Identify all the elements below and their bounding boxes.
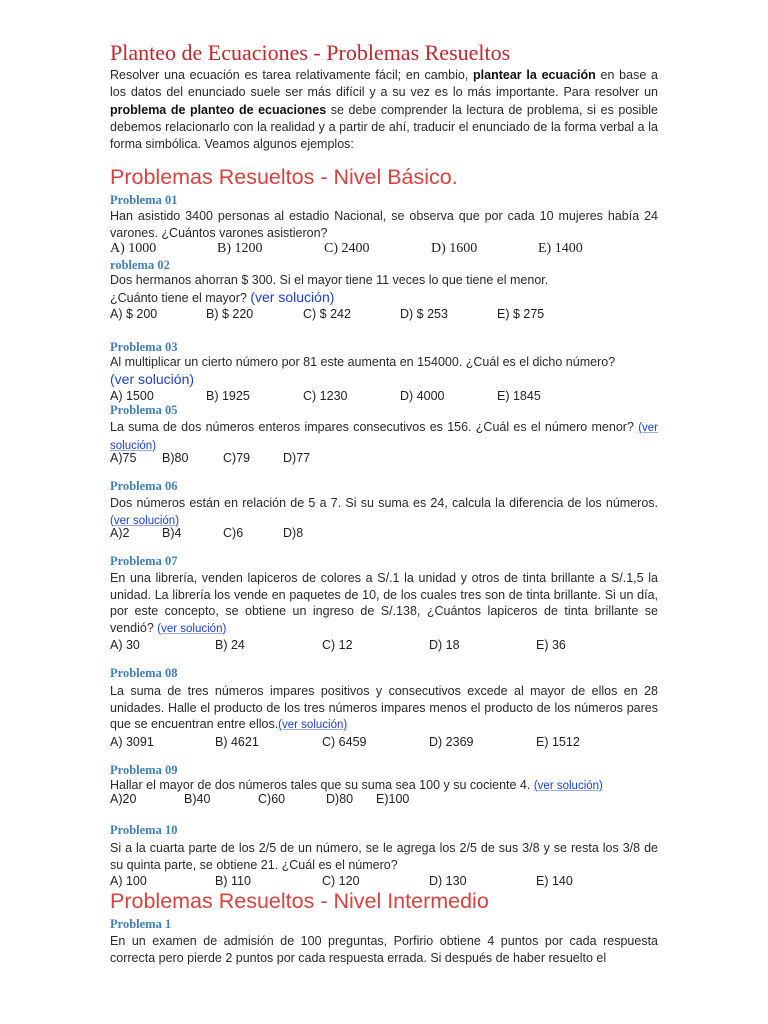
answer-option: D)80 <box>326 792 354 806</box>
problem-text <box>110 683 658 734</box>
answer-options <box>110 638 658 656</box>
problem-text <box>110 495 658 529</box>
problem-text-line: Dos hermanos ahorran $ 300. Si el mayor tiene 11 veces lo que tiene el menor. <box>110 273 549 287</box>
answer-option: C) 6459 <box>322 735 367 749</box>
ver-solucion-link[interactable]: (ver solución) <box>250 288 335 305</box>
answer-option: D) 2369 <box>429 735 474 749</box>
problem-label: Problema 03 <box>110 340 178 354</box>
ver-solucion-link[interactable]: (ver solución) <box>278 719 348 731</box>
answer-options <box>110 526 658 544</box>
answer-option: C)6 <box>223 526 244 540</box>
answer-option: C) $ 242 <box>303 307 351 321</box>
answer-option: B)80 <box>162 451 189 465</box>
answer-option: E) 140 <box>536 874 573 888</box>
problem-label: Problema 05 <box>110 403 178 417</box>
answer-option: C)60 <box>258 792 286 806</box>
problem-text: Si a la cuarta parte de los 2/5 de un número, se le agrega los 2/5 de sus 3/8 y se resta los 3/8 de su quinta parte, se obtiene 21. ¿Cuál es el número? <box>110 841 658 872</box>
answer-option: A) 30 <box>110 638 140 652</box>
problem-label: Problema 07 <box>110 554 178 568</box>
intro-text-1: Resolver una ecuación es tarea relativamente fácil; en cambio, <box>110 68 474 82</box>
intro-text-3: se debe comprender la lectura de problema, si es posible debemos relacionarlo con la realidad y a partir de ahí, traducir el enunciado de la forma verbal a la forma simbólica. Veamos algunos ejemplos: <box>110 102 658 152</box>
answer-options <box>110 451 658 469</box>
problem-label: Problema 08 <box>110 666 178 680</box>
answer-option: C) 120 <box>322 874 360 888</box>
answer-option: D)77 <box>283 451 311 465</box>
answer-options <box>110 307 658 325</box>
answer-option: B) 110 <box>215 874 251 888</box>
answer-option: B) 24 <box>215 638 245 652</box>
answer-option: B) 1925 <box>206 389 250 403</box>
problem-label: Problema 01 <box>110 193 178 207</box>
problem-text <box>110 272 658 306</box>
problem-text-line: ¿Cuánto tiene el mayor? <box>110 290 251 305</box>
answer-option: D) 18 <box>429 638 460 652</box>
answer-option: B)40 <box>184 792 211 806</box>
problem-label: roblema 02 <box>110 258 170 272</box>
problem-text-line: Al multiplicar un cierto número por 81 este aumenta en 154000. ¿Cuál es el dicho número? <box>110 355 616 369</box>
answer-options <box>110 735 658 753</box>
answer-option: B) $ 220 <box>206 307 254 321</box>
answer-option: D) 4000 <box>400 389 445 403</box>
problem-text-line: Dos números están en relación de 5 a 7. Si su suma es 24, calcula la diferencia de los números. <box>110 496 658 510</box>
answer-option: B) 4621 <box>215 735 259 749</box>
page-title: Planteo de Ecuaciones - Problemas Resueltos <box>110 40 511 65</box>
answer-option: A) 1500 <box>110 389 154 403</box>
intro-bold-2: problema de planteo de ecuaciones <box>110 102 327 117</box>
problem-text: En un examen de admisión de 100 preguntas, Porfirio obtiene 4 puntos por cada respuesta correcta pero pierde 2 puntos por cada respuesta errada. Si después de haber resuelto el <box>110 934 658 965</box>
answer-option: D) $ 253 <box>400 307 448 321</box>
section-heading-intermediate: Problemas Resueltos - Nivel Intermedio <box>110 889 489 913</box>
answer-option: C) 1230 <box>303 389 348 403</box>
problem-label: Problema 10 <box>110 823 178 837</box>
answer-option: E) 1400 <box>538 241 583 256</box>
problem-text-line: La suma de tres números impares positivos y consecutivos excede al mayor de ellos en 28 unidades. Halle el producto de los tres números impares menos el producto de los números pares que se encuentran entre ellos. <box>110 684 658 731</box>
answer-option: E) 1512 <box>536 735 580 749</box>
answer-options <box>110 389 658 407</box>
problem-text <box>110 570 658 637</box>
ver-solucion-link[interactable]: (ver solución) <box>533 780 603 792</box>
intro-paragraph <box>110 67 658 153</box>
answer-option: D)8 <box>283 526 304 540</box>
problem-text: Han asistido 3400 personas al estadio Nacional, se observa que por cada 10 mujeres había 24 varones. ¿Cuántos varones asistieron? <box>110 209 658 240</box>
intro-bold-1: plantear la ecuación <box>473 68 596 82</box>
ver-solucion-link[interactable]: (ver solución) <box>110 370 195 387</box>
ver-solucion-link[interactable]: (ver solución) <box>157 622 227 635</box>
answer-option: A) $ 200 <box>110 307 158 321</box>
answer-option: E)100 <box>376 792 410 806</box>
problem-text <box>110 419 658 454</box>
answer-option: E) 1845 <box>497 389 541 403</box>
answer-option: A)2 <box>110 526 130 540</box>
answer-option: D) 130 <box>429 874 467 888</box>
answer-option: A)20 <box>110 792 137 806</box>
problem-label: Problema 06 <box>110 479 178 493</box>
answer-options <box>110 792 658 810</box>
problem-label: Problema 1 <box>110 917 172 931</box>
ver-solucion-link[interactable]: (ver solución) <box>110 514 180 527</box>
intro-text-2: en base a los datos del enunciado suele ser más difícil y a su vez es lo más importante. Para resolver un <box>110 68 658 100</box>
ver-solucion-link[interactable]: (ver solución) <box>110 422 658 452</box>
answer-option: A) 3091 <box>110 735 154 749</box>
answer-option: A) 1000 <box>110 241 157 256</box>
answer-option: B) 1200 <box>217 241 263 256</box>
answer-option: C)79 <box>223 451 251 465</box>
answer-option: A)75 <box>110 451 137 465</box>
answer-option: E) 36 <box>536 638 566 652</box>
answer-option: B)4 <box>162 526 182 540</box>
answer-option: C) 12 <box>322 638 353 652</box>
problem-text-line: La suma de dos números enteros impares consecutivos es 156. ¿Cuál es el número menor? <box>110 420 639 434</box>
problem-label: Problema 09 <box>110 763 178 777</box>
answer-option: A) 100 <box>110 874 147 888</box>
answer-options <box>110 241 658 259</box>
section-heading-basic: Problemas Resueltos - Nivel Básico. <box>110 165 458 189</box>
problem-text-line: Hallar el mayor de dos números tales que su suma sea 100 y su cociente 4. <box>110 778 534 792</box>
problem-text-line: En una librería, venden lapiceros de colores a S/.1 la unidad y otros de tinta brillante a S/.1,5 la unidad. La librería los vende en paquetes de 10, de los cuales tres son de tinta brillante. Si un día, por este concepto, se obtiene un ingreso de S/.138, ¿Cuántos lapiceros de tinta brillante se vendió? <box>110 571 658 635</box>
problem-text <box>110 354 658 388</box>
answer-option: D) 1600 <box>431 241 478 256</box>
answer-option: E) $ 275 <box>497 307 545 321</box>
answer-option: C) 2400 <box>324 241 370 256</box>
